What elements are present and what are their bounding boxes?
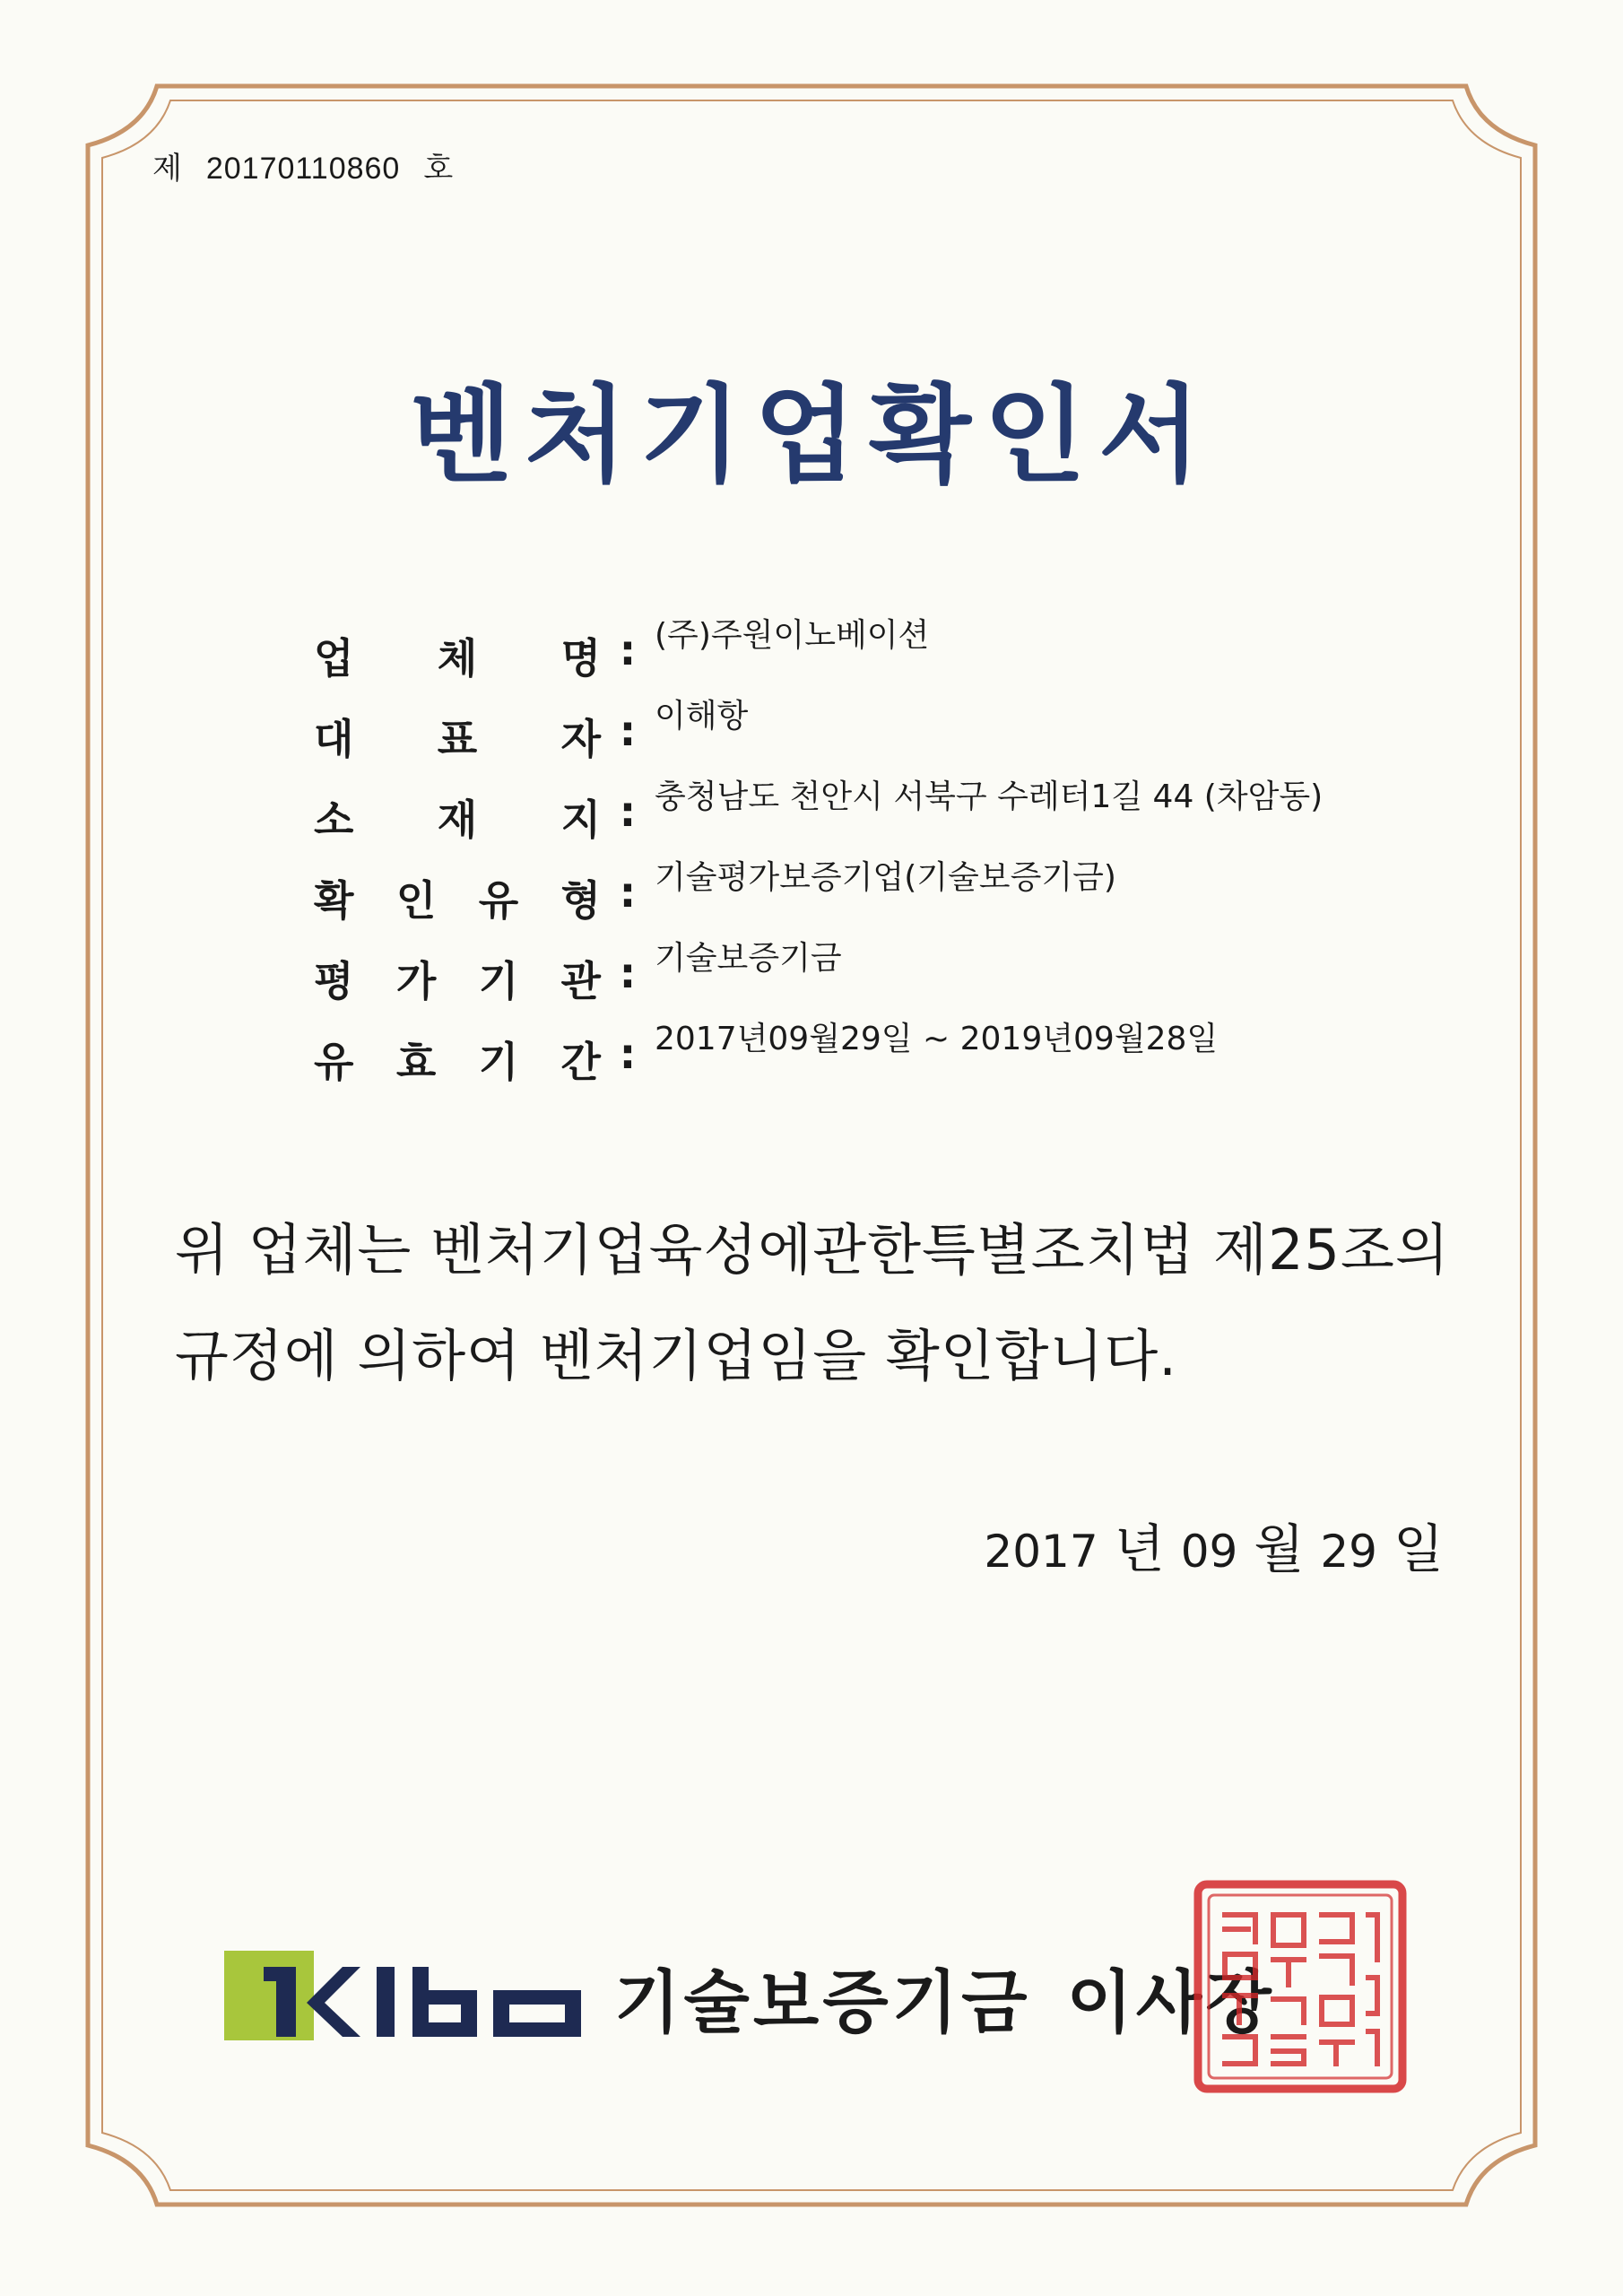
info-value: 기술보증기금 [655, 940, 842, 977]
info-colon: : [619, 707, 637, 755]
official-seal [1193, 1879, 1408, 2094]
info-value: 충청남도 천안시 서북구 수레터1길 44 (차암동) [655, 778, 1324, 815]
company-info [314, 610, 1323, 1094]
kibo-logo-icon [224, 1951, 583, 2040]
issue-year: 2017 [984, 1526, 1098, 1578]
certification-statement [175, 1197, 1466, 1409]
info-row [314, 771, 1323, 852]
info-label: 소 재 지 [314, 796, 601, 844]
certificate-number [152, 144, 454, 187]
info-label: 대 표 자 [314, 715, 601, 763]
issuer-organization: 기술보증기금 [614, 1962, 1031, 2042]
info-colon: : [619, 787, 637, 836]
info-row [314, 610, 1323, 691]
certificate-number-suffix: 호 [423, 151, 455, 187]
statement-line-2: 규정에 의하여 벤처기업임을 확인합니다. [175, 1323, 1177, 1388]
issue-day-unit: 일 [1393, 1518, 1444, 1579]
kibo-logo [224, 1951, 583, 2040]
certificate-number-prefix: 제 [152, 151, 183, 187]
info-row [314, 933, 1323, 1013]
certificate-title: 벤처기업확인서 [410, 373, 1213, 497]
certificate-number-value: 20170110860 [205, 152, 401, 186]
issue-month-unit: 월 [1254, 1518, 1305, 1579]
issuer-title: 이사장 [1066, 1962, 1275, 2042]
info-row [314, 852, 1323, 933]
info-label: 유 효 기 간 [314, 1038, 601, 1086]
statement-line-1: 위 업체는 벤처기업육성에관한특별조치법 제25조의 [175, 1217, 1450, 1283]
info-label: 확 인 유 형 [314, 876, 601, 925]
info-value: 2017년09월29일 ~ 2019년09월28일 [655, 1021, 1219, 1057]
info-colon: : [619, 1030, 637, 1078]
info-colon: : [619, 626, 637, 674]
info-row [314, 1013, 1323, 1094]
info-value: 기술평가보증기업(기술보증기금) [655, 859, 1116, 896]
issue-day: 29 [1320, 1526, 1377, 1578]
issue-month: 09 [1180, 1526, 1238, 1578]
info-value: 이해항 [655, 698, 749, 735]
info-colon: : [619, 949, 637, 997]
info-value: (주)주원이노베이션 [655, 617, 930, 654]
info-label: 업 체 명 [314, 634, 601, 683]
info-colon: : [619, 868, 637, 917]
info-row [314, 691, 1323, 771]
info-label: 평 가 기 관 [314, 957, 601, 1005]
issue-year-unit: 년 [1114, 1518, 1165, 1579]
issue-date [984, 1507, 1444, 1582]
issuer [614, 1948, 1275, 2046]
